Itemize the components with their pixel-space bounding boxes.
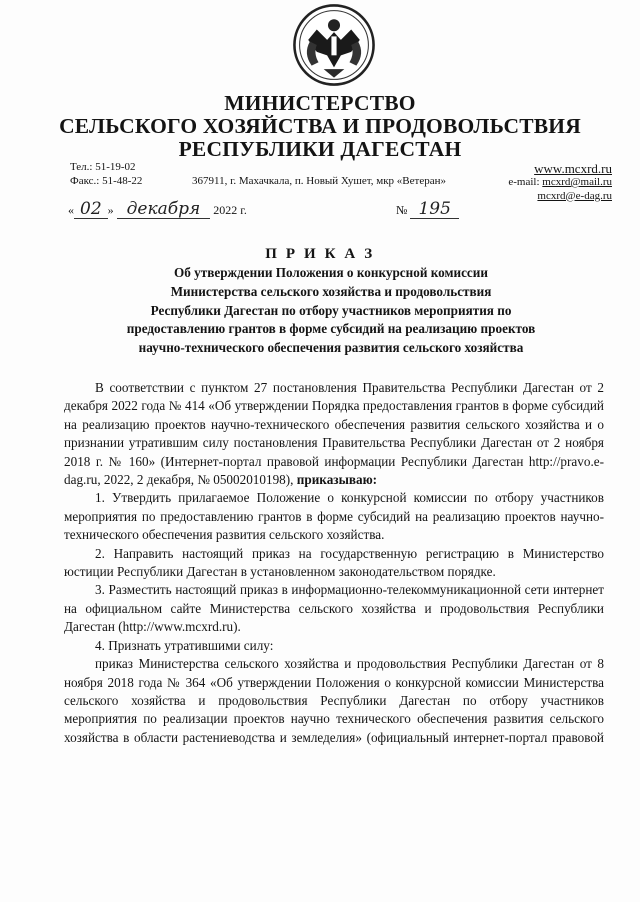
website-link[interactable]: www.mcxrd.ru xyxy=(534,161,612,176)
quote-close: » xyxy=(107,203,114,217)
postal-address: 367911, г. Махачкала, п. Новый Хушет, мкр «Ветеран» xyxy=(192,175,446,187)
order-year: 2022 г. xyxy=(213,203,247,217)
handwritten-number: 195 xyxy=(410,201,458,219)
paragraph-item-2: 2. Направить настоящий приказ на государственную регистрацию в Министерство юстиции Республики Дагестан в установленном законодательством порядке. xyxy=(64,545,604,580)
email-line xyxy=(508,176,612,190)
email-label: e-mail: xyxy=(508,176,540,188)
order-subject xyxy=(98,264,564,358)
subject-line-1: Об утверждении Положения о конкурсной комиссии xyxy=(174,265,488,280)
order-directive: приказываю: xyxy=(296,472,378,488)
handwritten-month: декабря xyxy=(117,201,211,219)
phone-block xyxy=(70,161,142,188)
order-date xyxy=(68,201,247,219)
order-title: П Р И К А З xyxy=(265,246,375,262)
paragraph-item-4: 4. Признать утратившими силу: xyxy=(95,637,274,653)
email-link-1[interactable]: mcxrd@mail.ru xyxy=(542,176,612,188)
ministry-line-2: СЕЛЬСКОГО ХОЗЯЙСТВА И ПРОДОВОЛЬСТВИЯ xyxy=(59,114,581,138)
email-link-2[interactable]: mcxrd@e-dag.ru xyxy=(537,189,612,202)
paragraph-item-1: 1. Утвердить прилагаемое Положение о конкурсной комиссии по отбору участников мероприятия по предоставлению грантов в форме субсидий на реализацию проектов научно-технического обеспечения развития сельского хозяйства. xyxy=(64,490,604,543)
handwritten-day: 02 xyxy=(74,201,108,219)
preamble-text: В соответствии с пунктом 27 постановления Правительства Республики Дагестан от 2 декабря 2022 года № 414 «Об утверждении Порядка предоставления грантов в форме субсидий на реализацию проектов научно-технического обеспечения развития сельского хозяйства и о признании утратившим силу постановления Правительства Республики Дагестан от 2 ноября 2018 г. № 160» (Интернет-портал правовой информации Республики Дагестан http://pravo.e-dag.ru, 2022, 2 декабря, № 05002010198), xyxy=(64,380,604,488)
phone-number: Тел.: 51-19-02 xyxy=(70,161,136,173)
subject-line-2: Министерства сельского хозяйства и продовольствия xyxy=(170,283,492,299)
fax-number: Факс.: 51-48-22 xyxy=(70,174,143,187)
order-body xyxy=(64,379,604,747)
coat-of-arms-emblem xyxy=(291,2,377,88)
order-number xyxy=(396,201,459,219)
number-label: № xyxy=(396,203,408,217)
paragraph-repealed-order: приказ Министерства сельского хозяйства и продовольствия Республики Дагестан от 8 ноября 2018 года № 364 «Об утверждении Положения о конкурсной комиссии Министерства сельского хозяйства и продовольствия Республики Дагестан по отбору участников мероприятия по реализации проектов научно технического обеспечения развития сельского хозяйства в области растениеводства и земледелия» (официальный интернет-портал правовой xyxy=(64,656,604,745)
paragraph-preamble xyxy=(64,379,604,489)
ministry-name xyxy=(0,92,640,161)
ministry-line-1: МИНИСТЕРСТВО xyxy=(224,91,416,115)
subject-line-3: Республики Дагестан по отбору участников мероприятия по xyxy=(150,302,512,318)
subject-line-4: предоставлению грантов в форме субсидий на реализацию проектов xyxy=(126,321,536,337)
quote-open: « xyxy=(68,203,74,217)
paragraph-item-3: 3. Разместить настоящий приказ в информационно-телекоммуникационной сети интернет на официальном сайте Министерства сельского хозяйства и продовольствия Республики Дагестан (http://www.mcxrd.ru). xyxy=(64,582,604,635)
subject-line-5: научно-технического обеспечения развития сельского хозяйства xyxy=(138,340,524,356)
ministry-line-3: РЕСПУБЛИКИ ДАГЕСТАН xyxy=(178,137,462,161)
web-contacts xyxy=(508,161,612,203)
